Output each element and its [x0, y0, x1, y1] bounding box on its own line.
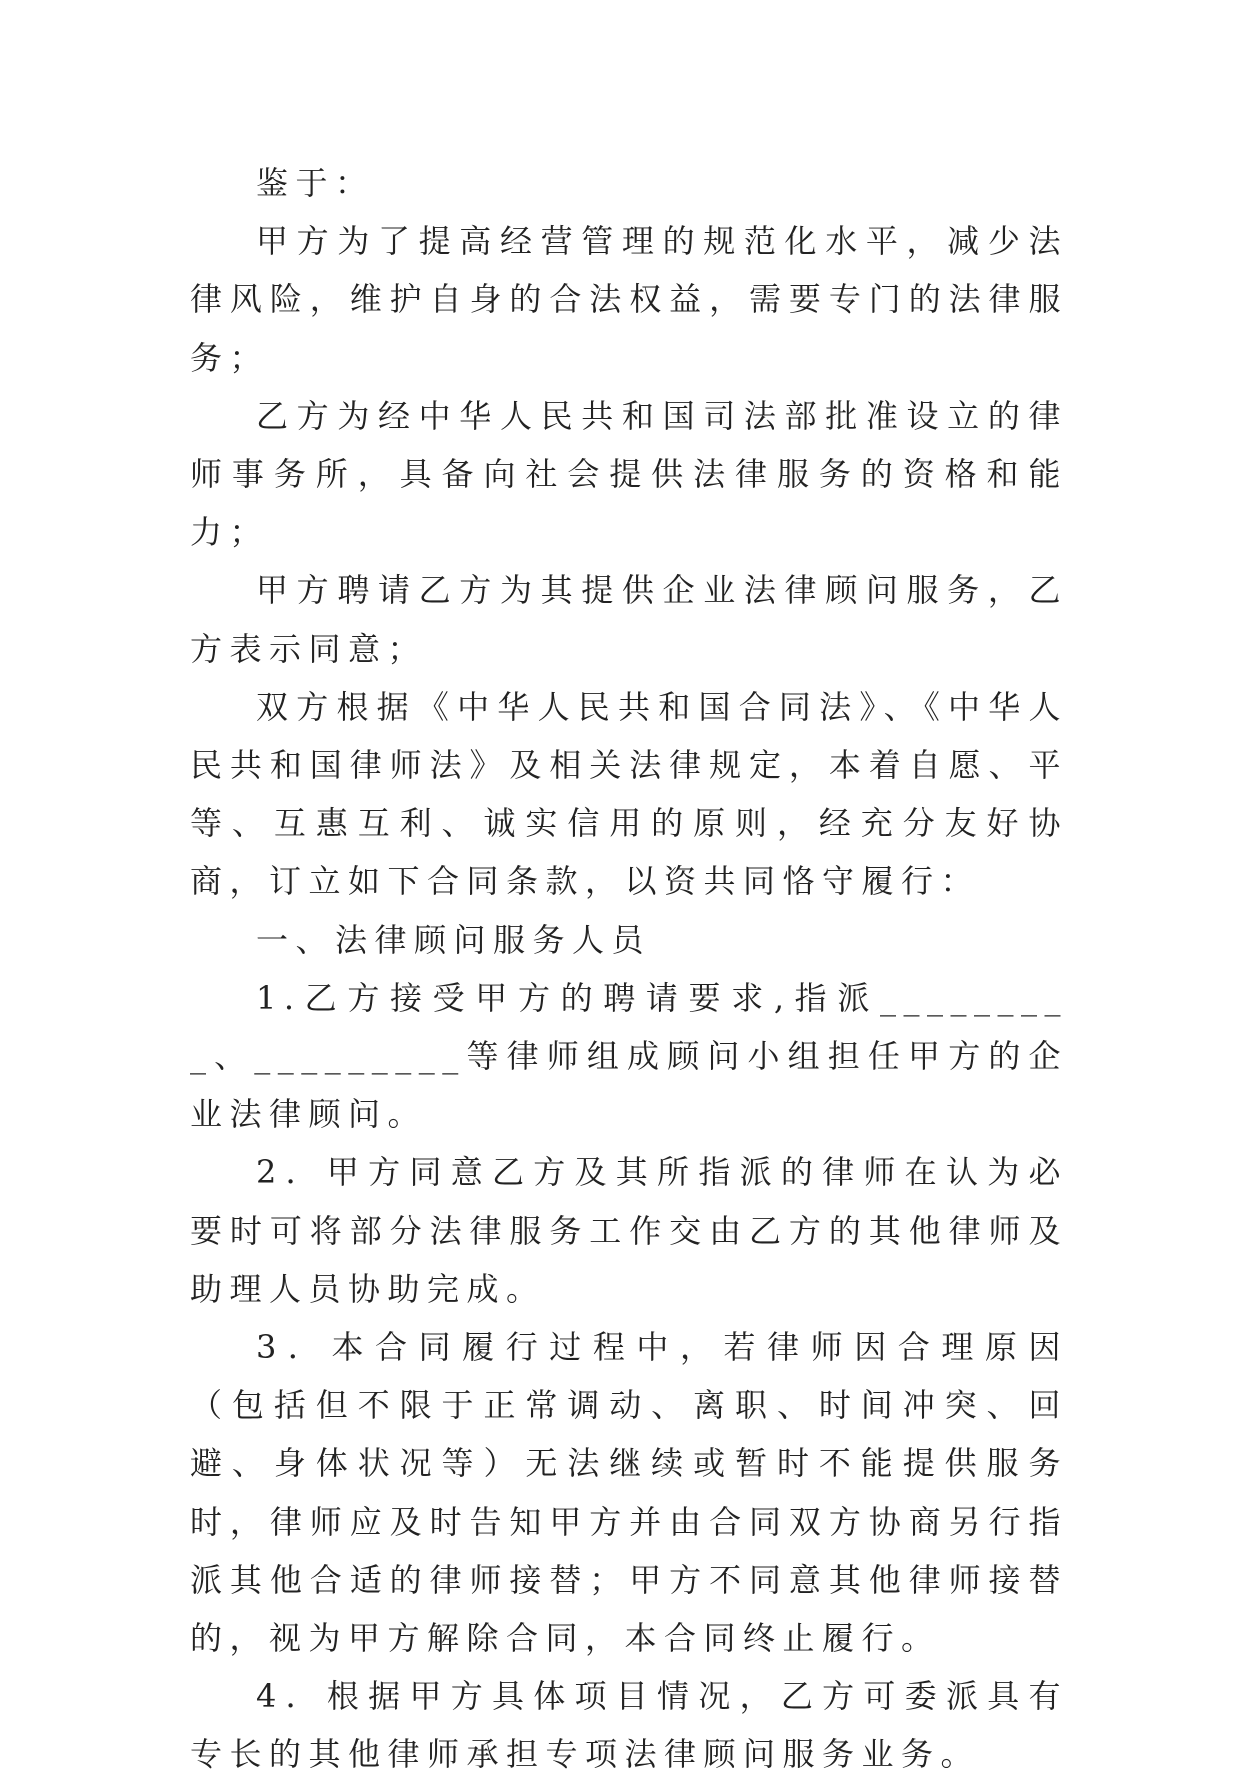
section-heading-personnel: 一、法律顾问服务人员: [256, 920, 652, 959]
paragraph-legal-basis: 双方根据《中华人民共和国合同法》、《中华人民共和国律师法》及相关法律规定，本着自愿、平等、互惠互利、诚实信用的原则，经充分友好协商，订立如下合同条款，以资共同恪守履行：: [190, 687, 1068, 901]
document-body: [190, 154, 1068, 1784]
clause-4: 4．根据甲方具体项目情况，乙方可委派具有专长的其他律师承担专项法律顾问服务业务。: [190, 1677, 1068, 1774]
paragraph-engagement: 甲方聘请乙方为其提供企业法律顾问服务，乙方表示同意；: [190, 571, 1068, 668]
clause-3: 3．本合同履行过程中，若律师因合理原因（包括但不限于正常调动、离职、时间冲突、回避、身体状况等）无法继续或暂时不能提供服务时，律师应及时告知甲方并由合同双方协商另行指派其他合适的律师接替；甲方不同意其他律师接替的，视为甲方解除合同，本合同终止履行。: [190, 1328, 1068, 1658]
paragraph-whereas: 鉴于：: [256, 164, 375, 202]
paragraph-party-b-qualification: 乙方为经中华人民共和国司法部批准设立的律师事务所，具备向社会提供法律服务的资格和能力；: [190, 396, 1068, 552]
clause-2: 2．甲方同意乙方及其所指派的律师在认为必要时可将部分法律服务工作交由乙方的其他律师及助理人员协助完成。: [190, 1153, 1068, 1308]
clause-1: 1.乙方接受甲方的聘请要求,指派_________、_________等律师组成顾问小组担任甲方的企业法律顾问。: [190, 978, 1068, 1134]
paragraph-party-a-purpose: 甲方为了提高经营管理的规范化水平，减少法律风险，维护自身的合法权益，需要专门的法律服务；: [190, 222, 1068, 377]
